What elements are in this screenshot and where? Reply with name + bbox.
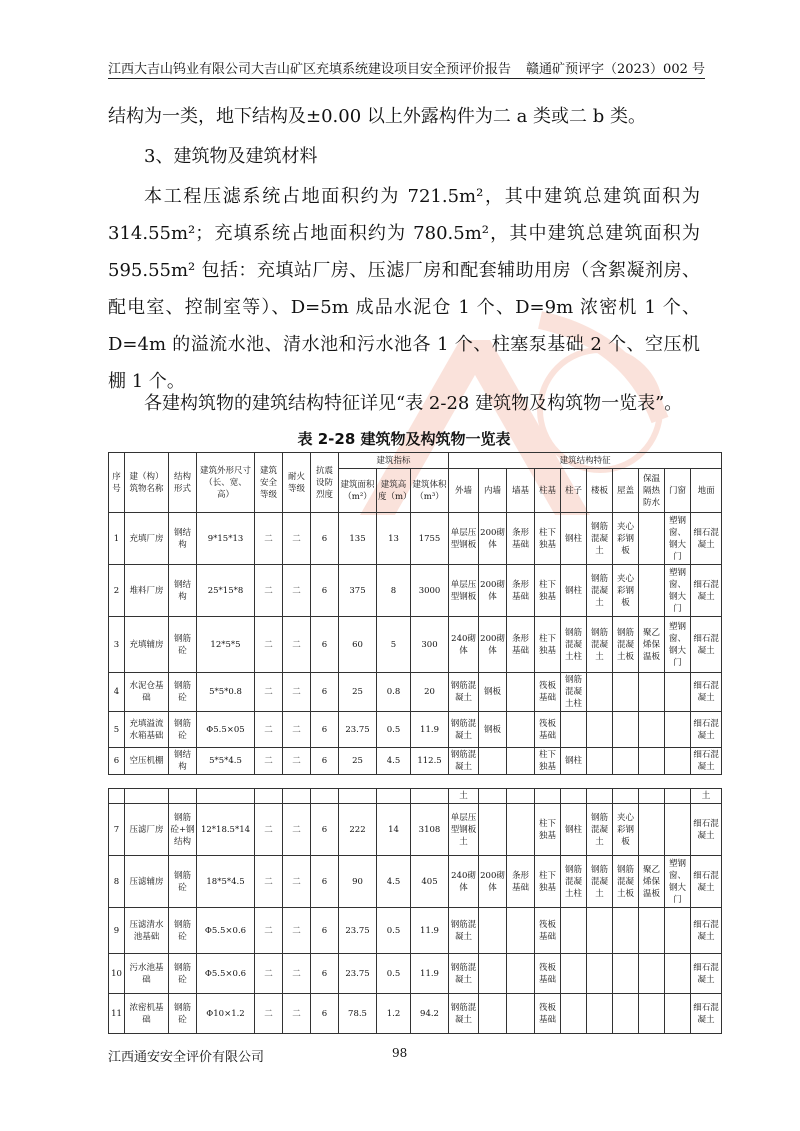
cell-seismic: 6	[311, 748, 339, 775]
cell-name: 堆料厂房	[125, 565, 169, 617]
cell-continuation-outer: 土	[449, 789, 479, 804]
cell-col-base: 柱下独基	[535, 565, 561, 617]
cell-wall-base	[507, 954, 535, 994]
cell-seq: 4	[109, 673, 125, 712]
cell-column: 钢柱	[561, 513, 587, 565]
cell-area: 23.75	[339, 908, 377, 954]
cell-inner-wall: 200砌体	[479, 617, 507, 673]
table-row	[109, 748, 722, 775]
cell-structure: 钢筋砼	[169, 954, 197, 994]
table-row	[109, 673, 722, 712]
cell-roof: 夹心彩钢板	[613, 513, 639, 565]
cell-doors	[665, 908, 691, 954]
header-col-base: 柱基	[535, 469, 561, 513]
cell-area: 60	[339, 617, 377, 673]
cell-dims: 18*5*4.5	[197, 856, 255, 908]
header-structure: 结构形式	[169, 453, 197, 513]
cell-col-base: 筏板基础	[535, 673, 561, 712]
cell-volume: 405	[411, 856, 449, 908]
cell-insulation	[639, 712, 665, 748]
table-row	[109, 804, 722, 856]
cell-fire: 二	[283, 617, 311, 673]
paragraph-structure-class: 结构为一类，地下结构及±0.00 以上外露构件为二 a 类或二 b 类。	[108, 106, 647, 127]
cell-doors	[665, 804, 691, 856]
cell-column: 钢筋混凝土柱	[561, 617, 587, 673]
cell-col-base: 柱下独基	[535, 617, 561, 673]
cell-fire: 二	[283, 954, 311, 994]
cell-name: 空压机棚	[125, 748, 169, 775]
cell-dims: Φ5.5×0.6	[197, 954, 255, 994]
cell-seismic: 6	[311, 856, 339, 908]
cell-safety: 二	[255, 908, 283, 954]
cell-inner-wall	[479, 908, 507, 954]
cell-col-base: 筏板基础	[535, 954, 561, 994]
cell-roof	[613, 673, 639, 712]
cell-seq: 7	[109, 804, 125, 856]
cell-outer-wall: 240砌体	[449, 617, 479, 673]
cell-area: 25	[339, 748, 377, 775]
header-name: 建（构）筑物名称	[125, 453, 169, 513]
cell-area: 375	[339, 565, 377, 617]
cell-ground: 细石混凝土	[691, 617, 722, 673]
cell-fire: 二	[283, 804, 311, 856]
header-roof: 屋盖	[613, 469, 639, 513]
cell-fire: 二	[283, 748, 311, 775]
cell-structure: 钢筋砼	[169, 994, 197, 1034]
buildings-table-part2	[108, 788, 722, 1034]
cell-area: 23.75	[339, 712, 377, 748]
cell-volume: 112.5	[411, 748, 449, 775]
cell-name: 污水池基础	[125, 954, 169, 994]
cell-inner-wall	[479, 954, 507, 994]
cell-insulation	[639, 994, 665, 1034]
cell-ground: 细石混凝土	[691, 908, 722, 954]
cell-area: 78.5	[339, 994, 377, 1034]
cell-fire: 二	[283, 908, 311, 954]
cell-safety: 二	[255, 994, 283, 1034]
cell-floor: 钢筋混凝土	[587, 565, 613, 617]
cell-fire: 二	[283, 565, 311, 617]
cell-ground: 细石混凝土	[691, 994, 722, 1034]
cell-col-base: 筏板基础	[535, 994, 561, 1034]
cell-name: 压滤厂房	[125, 804, 169, 856]
table-row	[109, 954, 722, 994]
cell-dims: 9*15*13	[197, 513, 255, 565]
cell-height: 0.8	[377, 673, 411, 712]
table-continuation-row	[109, 789, 722, 804]
cell-inner-wall	[479, 994, 507, 1034]
header-dims: 建筑外形尺寸（长、宽、高）	[197, 453, 255, 513]
header-fire: 耐火等级	[283, 453, 311, 513]
cell-dims: 5*5*0.8	[197, 673, 255, 712]
cell-wall-base	[507, 712, 535, 748]
cell-safety: 二	[255, 748, 283, 775]
cell-inner-wall: 钢板	[479, 712, 507, 748]
cell-volume: 1755	[411, 513, 449, 565]
cell-ground: 细石混凝土	[691, 513, 722, 565]
cell-name: 水泥仓基础	[125, 673, 169, 712]
cell-insulation	[639, 673, 665, 712]
cell-floor: 钢筋混凝土	[587, 513, 613, 565]
cell-floor	[587, 712, 613, 748]
cell-name: 充填溢流水箱基础	[125, 712, 169, 748]
cell-insulation	[639, 513, 665, 565]
cell-doors: 塑钢窗、钢大门	[665, 513, 691, 565]
cell-outer-wall: 钢筋混凝土	[449, 994, 479, 1034]
cell-floor: 钢筋混凝土	[587, 856, 613, 908]
cell-roof: 钢筋混凝土板	[613, 617, 639, 673]
cell-area: 222	[339, 804, 377, 856]
cell-seismic: 6	[311, 617, 339, 673]
cell-ground: 细石混凝土	[691, 673, 722, 712]
cell-col-base: 柱下独基	[535, 804, 561, 856]
cell-name: 充填辅房	[125, 617, 169, 673]
header-report-title: 江西大吉山钨业有限公司大吉山矿区充填系统建设项目安全预评价报告	[108, 62, 512, 77]
cell-inner-wall: 钢板	[479, 673, 507, 712]
cell-doors	[665, 748, 691, 775]
cell-col-base: 筏板基础	[535, 908, 561, 954]
cell-height: 4.5	[377, 748, 411, 775]
cell-name: 压滤清水池基础	[125, 908, 169, 954]
cell-structure: 钢结构	[169, 565, 197, 617]
table-row	[109, 712, 722, 748]
cell-outer-wall: 钢筋混凝土	[449, 712, 479, 748]
cell-outer-wall: 钢筋混凝土	[449, 954, 479, 994]
cell-fire: 二	[283, 513, 311, 565]
table-row	[109, 994, 722, 1034]
cell-dims: Φ5.5×0.6	[197, 908, 255, 954]
cell-area: 23.75	[339, 954, 377, 994]
cell-fire: 二	[283, 673, 311, 712]
cell-dims: Φ10×1.2	[197, 994, 255, 1034]
cell-structure: 钢筋砼	[169, 712, 197, 748]
cell-safety: 二	[255, 856, 283, 908]
cell-volume: 3108	[411, 804, 449, 856]
cell-volume: 300	[411, 617, 449, 673]
cell-inner-wall	[479, 804, 507, 856]
cell-safety: 二	[255, 617, 283, 673]
cell-wall-base	[507, 673, 535, 712]
cell-doors: 塑钢窗、钢大门	[665, 565, 691, 617]
cell-floor: 钢筋混凝土	[587, 617, 613, 673]
cell-column: 钢柱	[561, 804, 587, 856]
cell-structure: 钢筋砼	[169, 856, 197, 908]
header-doors: 门窗	[665, 469, 691, 513]
cell-inner-wall: 200砌体	[479, 856, 507, 908]
paragraph-building-areas: 本工程压滤系统占地面积约为 721.5m²，其中建筑总建筑面积为 314.55m²；充填系统占地面积约为 780.5m²，其中建筑总建筑面积为 595.55m² 包括：充填站厂房、压滤厂房和配套辅助用房（含絮凝剂房、配电室、控制室等）、D=5m 成品水泥仓 1 个、D=9m 浓密机 1 个、D=4m 的溢流水池、清水池和污水池各 1 个、柱塞泵基础 2 个、空压机棚 1 个。	[108, 186, 700, 392]
header-area: 建筑面积（m²）	[339, 469, 377, 513]
cell-structure: 钢筋砼	[169, 617, 197, 673]
footer-company: 江西通安安全评价有限公司	[108, 1050, 265, 1065]
cell-height: 14	[377, 804, 411, 856]
cell-floor	[587, 748, 613, 775]
cell-inner-wall: 200砌体	[479, 513, 507, 565]
cell-outer-wall: 钢筋混凝土	[449, 748, 479, 775]
cell-column	[561, 908, 587, 954]
cell-area: 90	[339, 856, 377, 908]
header-indicators: 建筑指标	[339, 453, 449, 469]
cell-seq: 1	[109, 513, 125, 565]
cell-volume: 94.2	[411, 994, 449, 1034]
header-seismic: 抗震设防烈度	[311, 453, 339, 513]
cell-ground: 细石混凝土	[691, 748, 722, 775]
cell-structure: 钢结构	[169, 748, 197, 775]
cell-seismic: 6	[311, 673, 339, 712]
cell-col-base: 柱下独基	[535, 748, 561, 775]
cell-col-base: 筏板基础	[535, 712, 561, 748]
header-insulation: 保温隔热防水	[639, 469, 665, 513]
page-number: 98	[392, 1046, 408, 1060]
table-row	[109, 565, 722, 617]
cell-outer-wall: 单层压型钢板	[449, 513, 479, 565]
cell-safety: 二	[255, 804, 283, 856]
cell-safety: 二	[255, 513, 283, 565]
cell-seismic: 6	[311, 712, 339, 748]
cell-floor	[587, 908, 613, 954]
cell-structure: 钢结构	[169, 513, 197, 565]
cell-column: 钢筋混凝土柱	[561, 673, 587, 712]
cell-insulation	[639, 908, 665, 954]
cell-column: 钢筋混凝土柱	[561, 856, 587, 908]
header-seq: 序号	[109, 453, 125, 513]
cell-seismic: 6	[311, 804, 339, 856]
cell-wall-base: 条形基础	[507, 565, 535, 617]
cell-volume: 11.9	[411, 712, 449, 748]
cell-doors	[665, 712, 691, 748]
cell-column	[561, 712, 587, 748]
cell-name: 浓密机基础	[125, 994, 169, 1034]
header-features: 建筑结构特征	[449, 453, 722, 469]
cell-roof: 夹心彩钢板	[613, 804, 639, 856]
cell-ground: 细石混凝土	[691, 856, 722, 908]
cell-roof: 钢筋混凝土板	[613, 856, 639, 908]
cell-volume: 11.9	[411, 954, 449, 994]
cell-doors	[665, 954, 691, 994]
cell-fire: 二	[283, 994, 311, 1034]
cell-wall-base: 条形基础	[507, 617, 535, 673]
table-row	[109, 513, 722, 565]
table-caption: 表 2-28 建筑物及构筑物一览表	[297, 430, 511, 448]
cell-seq: 11	[109, 994, 125, 1034]
cell-seismic: 6	[311, 565, 339, 617]
cell-area: 25	[339, 673, 377, 712]
cell-column: 钢柱	[561, 565, 587, 617]
cell-area: 135	[339, 513, 377, 565]
cell-wall-base	[507, 994, 535, 1034]
cell-roof	[613, 908, 639, 954]
cell-seq: 6	[109, 748, 125, 775]
cell-fire: 二	[283, 856, 311, 908]
cell-dims: Φ5.5×05	[197, 712, 255, 748]
cell-seismic: 6	[311, 513, 339, 565]
cell-floor	[587, 994, 613, 1034]
cell-insulation	[639, 565, 665, 617]
cell-seismic: 6	[311, 908, 339, 954]
cell-volume: 20	[411, 673, 449, 712]
cell-ground: 细石混凝土	[691, 712, 722, 748]
cell-col-base: 柱下独基	[535, 513, 561, 565]
header-wall-base: 墙基	[507, 469, 535, 513]
cell-insulation	[639, 748, 665, 775]
cell-roof	[613, 994, 639, 1034]
cell-dims: 12*5*5	[197, 617, 255, 673]
cell-seq: 10	[109, 954, 125, 994]
cell-wall-base: 条形基础	[507, 856, 535, 908]
cell-safety: 二	[255, 954, 283, 994]
cell-roof	[613, 712, 639, 748]
cell-wall-base	[507, 748, 535, 775]
table-row	[109, 856, 722, 908]
cell-ground: 细石混凝土	[691, 565, 722, 617]
cell-height: 0.5	[377, 954, 411, 994]
cell-wall-base	[507, 908, 535, 954]
cell-roof	[613, 748, 639, 775]
cell-doors: 塑钢窗、钢大门	[665, 617, 691, 673]
cell-seismic: 6	[311, 994, 339, 1034]
cell-floor: 钢筋混凝土	[587, 804, 613, 856]
cell-outer-wall: 单层压型钢板	[449, 565, 479, 617]
header-inner-wall: 内墙	[479, 469, 507, 513]
cell-column: 钢柱	[561, 748, 587, 775]
cell-dims: 12*18.5*14	[197, 804, 255, 856]
cell-height: 5	[377, 617, 411, 673]
cell-inner-wall: 200砌体	[479, 565, 507, 617]
cell-volume: 3000	[411, 565, 449, 617]
cell-ground: 细石混凝土	[691, 804, 722, 856]
cell-seismic: 6	[311, 954, 339, 994]
header-volume: 建筑体积（m³）	[411, 469, 449, 513]
cell-dims: 25*15*8	[197, 565, 255, 617]
cell-insulation: 聚乙烯保温板	[639, 856, 665, 908]
header-floor: 楼板	[587, 469, 613, 513]
cell-height: 4.5	[377, 856, 411, 908]
cell-roof: 夹心彩钢板	[613, 565, 639, 617]
cell-floor	[587, 954, 613, 994]
cell-column	[561, 954, 587, 994]
cell-outer-wall: 钢筋混凝土	[449, 908, 479, 954]
cell-ground: 细石混凝土	[691, 954, 722, 994]
cell-name: 充填厂房	[125, 513, 169, 565]
header-height: 建筑高度（m）	[377, 469, 411, 513]
cell-outer-wall: 单层压型钢板土	[449, 804, 479, 856]
cell-continuation-ground: 土	[691, 789, 722, 804]
cell-wall-base	[507, 804, 535, 856]
cell-fire: 二	[283, 712, 311, 748]
cell-floor	[587, 673, 613, 712]
table-row	[109, 617, 722, 673]
cell-volume: 11.9	[411, 908, 449, 954]
cell-name: 压滤辅房	[125, 856, 169, 908]
header-outer-wall: 外墙	[449, 469, 479, 513]
cell-insulation	[639, 804, 665, 856]
page-header	[108, 56, 705, 79]
cell-insulation: 聚乙烯保温板	[639, 617, 665, 673]
cell-structure: 钢筋砼	[169, 673, 197, 712]
cell-height: 0.5	[377, 712, 411, 748]
cell-col-base: 柱下独基	[535, 856, 561, 908]
cell-seq: 3	[109, 617, 125, 673]
cell-doors: 塑钢窗、钢大门	[665, 856, 691, 908]
cell-height: 13	[377, 513, 411, 565]
cell-height: 1.2	[377, 994, 411, 1034]
table-row	[109, 908, 722, 954]
cell-doors	[665, 994, 691, 1034]
section-heading-building-materials: 3、建筑物及建筑材料	[144, 146, 318, 167]
buildings-table-part1	[108, 452, 722, 775]
cell-height: 0.5	[377, 908, 411, 954]
cell-seq: 5	[109, 712, 125, 748]
cell-insulation	[639, 954, 665, 994]
cell-inner-wall	[479, 748, 507, 775]
header-ground: 地面	[691, 469, 722, 513]
cell-seq: 9	[109, 908, 125, 954]
cell-column	[561, 994, 587, 1034]
cell-outer-wall: 钢筋混凝土	[449, 673, 479, 712]
cell-height: 8	[377, 565, 411, 617]
cell-roof	[613, 954, 639, 994]
header-report-number: 赣通矿预评字（2023）002 号	[525, 62, 705, 77]
cell-safety: 二	[255, 673, 283, 712]
cell-dims: 5*5*4.5	[197, 748, 255, 775]
header-column: 柱子	[561, 469, 587, 513]
cell-outer-wall: 240砌体	[449, 856, 479, 908]
header-safety: 建筑安全等级	[255, 453, 283, 513]
cell-safety: 二	[255, 565, 283, 617]
cell-structure: 钢筋砼	[169, 908, 197, 954]
cell-structure: 钢筋砼+钢结构	[169, 804, 197, 856]
cell-doors	[665, 673, 691, 712]
paragraph-table-reference: 各建构筑物的建筑结构特征详见“表 2-28 建筑物及构筑物一览表”。	[144, 393, 683, 414]
cell-seq: 2	[109, 565, 125, 617]
cell-safety: 二	[255, 712, 283, 748]
cell-seq: 8	[109, 856, 125, 908]
cell-wall-base: 条形基础	[507, 513, 535, 565]
